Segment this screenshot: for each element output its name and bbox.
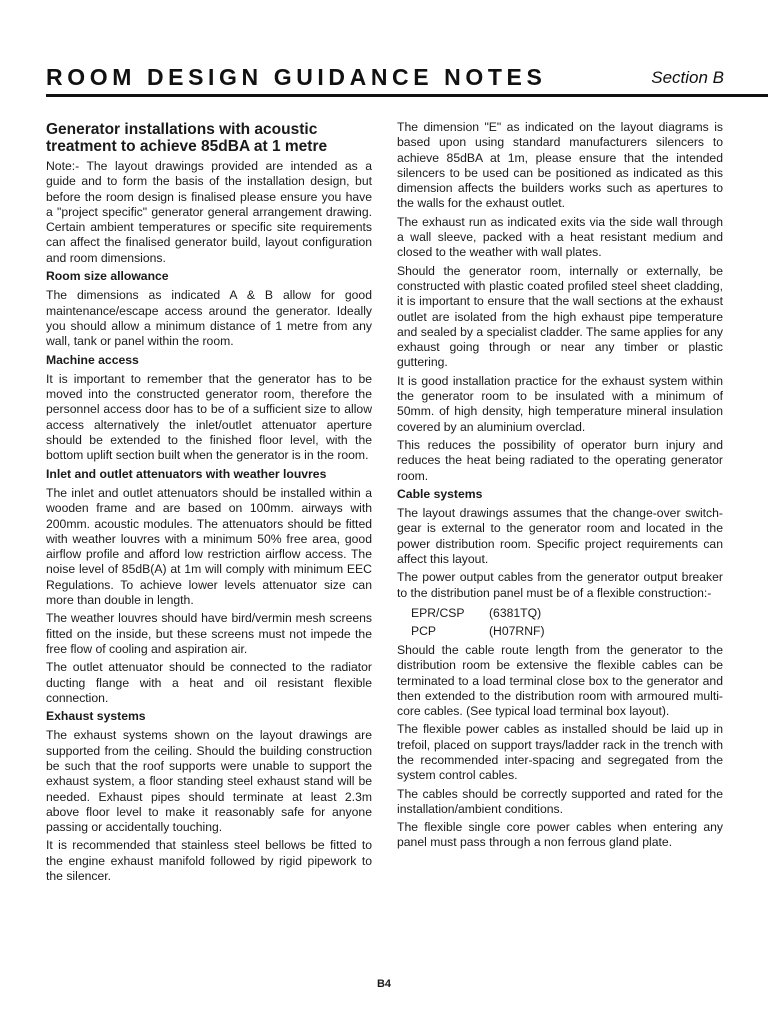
section-label: Section B xyxy=(651,68,724,87)
page-header xyxy=(46,62,724,92)
machine-access-paragraph: It is important to remember that the generator has to be moved into the constructed generator room, therefore the personnel access door has to be of a sufficient size to allow access alternatively the inlet/outlet attenuator aperture should be extended to the finished floor level, with the bottom uplift section built when the generator is in the room. xyxy=(46,371,372,463)
dimension-e-paragraph: The dimension "E" as indicated on the layout diagrams is based upon using standard manufacturers silencers to achieve 85dBA at 1m, please ensure that the intended silencers to be used can be positioned as indicated as this dimension affects the builders works such as apertures to the walls for the exhaust outlet. xyxy=(397,120,723,211)
main-heading: Generator installations with acoustic treatment to achieve 85dBA at 1 metre xyxy=(46,121,328,155)
list-item xyxy=(411,604,723,622)
cable-type-name: EPR/CSP xyxy=(411,605,465,620)
cable-paragraph-1: The layout drawings assumes that the change-over switch-gear is external to the generator room and located in the power distribution room. Specific project requirements can affect this layout. xyxy=(397,506,723,567)
attenuators-paragraph-1: The inlet and outlet attenuators should be installed within a wooden frame and are based on 100mm. airways with 200mm. acoustic modules. The attenuators should be fitted with weather louvres with a minimum 50% free area, good airflow profile and afford low restriction airflow access. The noise level of 85dB(A) at 1m will comply with minimum EEC Regulations. To achieve lower levels attenuator size can more than double in length. xyxy=(46,485,372,608)
cable-systems-heading: Cable systems xyxy=(397,486,483,501)
cable-paragraph-4: The flexible power cables as installed should be laid up in trefoil, placed on support trays/ladder rack in the trench with the recommended inter-spacing and segregated from the system control cables. xyxy=(397,722,723,783)
attenuators-heading: Inlet and outlet attenuators with weather louvres xyxy=(46,466,327,481)
exhaust-run-paragraph: The exhaust run as indicated exits via the side wall through a wall sleeve, packed with a heat resistant medium and closed to the weather with wall plates. xyxy=(397,214,723,260)
page-title: ROOM DESIGN GUIDANCE NOTES xyxy=(46,64,547,90)
left-column xyxy=(46,120,372,887)
attenuators-paragraph-3: The outlet attenuator should be connected to the radiator ducting flange with a heat and oil resistant flexible connection. xyxy=(46,660,372,705)
exhaust-paragraph-1: The exhaust systems shown on the layout drawings are supported from the ceiling. Should the building construction be such that the roof supports were unable to support the exhaust system, a floor standing steel exhaust stand will be needed. Exhaust pipes should terminate at least 2.3m above floor level to make it reasonably safe for anyone passing or accidentally touching. xyxy=(46,728,372,835)
cable-paragraph-2: The power output cables from the generator output breaker to the distribution panel must be of a flexible construction:- xyxy=(397,570,723,600)
room-size-heading: Room size allowance xyxy=(46,269,169,284)
attenuators-paragraph-2: The weather louvres should have bird/vermin mesh screens fitted on the inside, but these screens must not impede the free flow of cooling and aspiration air. xyxy=(46,611,372,656)
cable-paragraph-5: The cables should be correctly supported and rated for the installation/ambient conditions. xyxy=(397,786,723,816)
header-rule xyxy=(46,94,768,97)
cable-type-code: (6381TQ) xyxy=(489,605,542,620)
cladding-paragraph: Should the generator room, internally or externally, be constructed with plastic coated profiled steel sheet cladding, it is important to ensure that the wall sections at the exhaust outlet are isolated from the high exhaust pipe temperature and sealed by a specialist cladder. The same applies for any exhaust going through or near any timber or plastic guttering. xyxy=(397,263,723,370)
room-size-paragraph: The dimensions as indicated A & B allow for good maintenance/escape access around the generator. Ideally you should allow a minimum distance of 1 metre from any wall, tank or panel within the room. xyxy=(46,288,372,349)
right-column xyxy=(397,120,723,854)
exhaust-paragraph-2: It is recommended that stainless steel bellows be fitted to the engine exhaust manifold followed by rigid pipework to the silencer. xyxy=(46,838,372,884)
intro-note: Note:- The layout drawings provided are intended as a guide and to form the basis of the installation design, but before the room design is finalised please ensure you have a "project specific" generator general arrangement drawing. Certain ambient temperatures or specific site requirements can affect the finalised generator build, layout configuration and room dimensions. xyxy=(46,159,372,265)
machine-access-heading: Machine access xyxy=(46,352,139,367)
exhaust-heading: Exhaust systems xyxy=(46,709,146,724)
insulation-paragraph: It is good installation practice for the exhaust system within the generator room to be insulated with a minimum of 50mm. of high density, high temperature mineral insulation covered by an aluminium overclad. xyxy=(397,373,723,434)
cable-paragraph-6: The flexible single core power cables when entering any panel must pass through a non ferrous gland plate. xyxy=(397,820,723,850)
list-item xyxy=(411,622,723,640)
cable-paragraph-3: Should the cable route length from the generator to the distribution room be extensive the flexible cables can be terminated to a load terminal close box to the generator and then extended to the distribution room with armoured multi-core cables. (See typical load terminal box layout). xyxy=(397,642,723,719)
cable-type-list xyxy=(411,604,723,640)
cable-type-code: (H07RNF) xyxy=(489,623,545,638)
burn-injury-paragraph: This reduces the possibility of operator burn injury and reduces the heat being radiated to the operating generator room. xyxy=(397,437,723,483)
page-number: B4 xyxy=(376,978,392,990)
cable-type-name: PCP xyxy=(411,623,437,638)
